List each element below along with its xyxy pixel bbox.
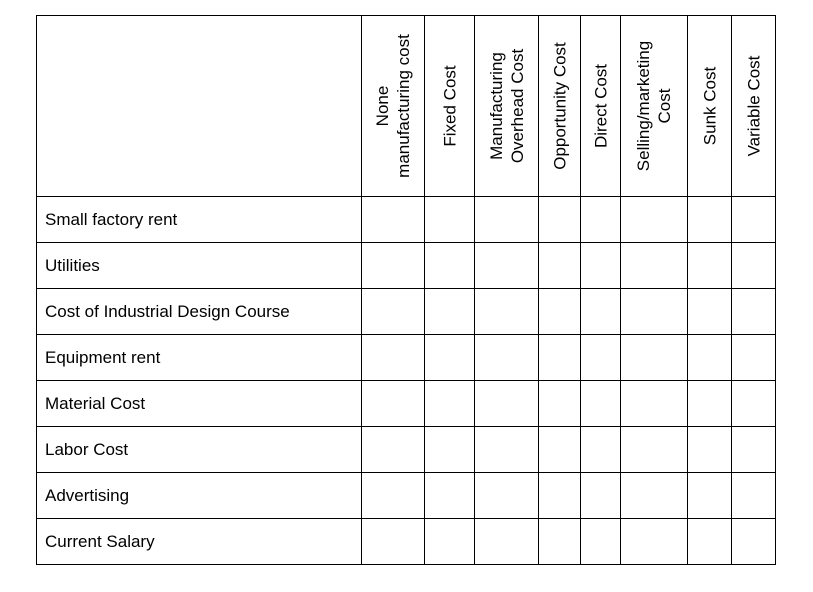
table-cell[interactable] <box>732 381 776 427</box>
column-header-label: Selling/marketing Cost <box>634 40 674 172</box>
column-header-label: Fixed Cost <box>440 65 459 147</box>
table-cell[interactable] <box>362 289 425 335</box>
table-row <box>37 335 776 381</box>
column-header-label: Manufacturing Overhead Cost <box>486 48 527 164</box>
table-body <box>37 197 776 565</box>
row-label: Advertising <box>37 473 362 519</box>
table-cell[interactable] <box>425 243 475 289</box>
table-cell[interactable] <box>621 427 688 473</box>
row-label: Utilities <box>37 243 362 289</box>
column-header <box>688 16 732 197</box>
table-row <box>37 427 776 473</box>
table-cell[interactable] <box>621 335 688 381</box>
row-label: Small factory rent <box>37 197 362 243</box>
table-cell[interactable] <box>621 381 688 427</box>
column-header-label: Variable Cost <box>744 55 763 157</box>
table-cell[interactable] <box>732 473 776 519</box>
table-row <box>37 519 776 565</box>
table-cell[interactable] <box>425 197 475 243</box>
table-cell[interactable] <box>539 473 581 519</box>
table-cell[interactable] <box>581 381 621 427</box>
row-label: Equipment rent <box>37 335 362 381</box>
table-cell[interactable] <box>362 197 425 243</box>
table-cell[interactable] <box>732 243 776 289</box>
table-cell[interactable] <box>539 289 581 335</box>
table-cell[interactable] <box>425 335 475 381</box>
column-header <box>621 16 688 197</box>
table-header <box>37 16 776 197</box>
table-cell[interactable] <box>688 473 732 519</box>
row-label: Material Cost <box>37 381 362 427</box>
table-cell[interactable] <box>581 519 621 565</box>
table-cell[interactable] <box>425 427 475 473</box>
table-cell[interactable] <box>475 381 539 427</box>
table-cell[interactable] <box>688 197 732 243</box>
table-cell[interactable] <box>581 427 621 473</box>
table-cell[interactable] <box>475 427 539 473</box>
table-cell[interactable] <box>688 427 732 473</box>
table-cell[interactable] <box>621 289 688 335</box>
table-cell[interactable] <box>539 243 581 289</box>
table-cell[interactable] <box>581 243 621 289</box>
table-cell[interactable] <box>475 335 539 381</box>
table-cell[interactable] <box>688 289 732 335</box>
table-cell[interactable] <box>362 519 425 565</box>
column-header <box>425 16 475 197</box>
table-cell[interactable] <box>621 473 688 519</box>
table-cell[interactable] <box>475 473 539 519</box>
table-cell[interactable] <box>425 381 475 427</box>
column-header-label: Direct Cost <box>591 63 610 149</box>
table-cell[interactable] <box>362 243 425 289</box>
table-cell[interactable] <box>581 289 621 335</box>
table-cell[interactable] <box>688 381 732 427</box>
column-header-label: Sunk Cost <box>700 66 719 146</box>
table-cell[interactable] <box>621 519 688 565</box>
table-cell[interactable] <box>732 519 776 565</box>
corner-cell <box>37 16 362 197</box>
table-cell[interactable] <box>362 427 425 473</box>
cost-classification-table <box>36 15 776 565</box>
table-cell[interactable] <box>732 427 776 473</box>
table-cell[interactable] <box>539 519 581 565</box>
table-row <box>37 473 776 519</box>
table-cell[interactable] <box>362 473 425 519</box>
header-row <box>37 16 776 197</box>
column-header <box>539 16 581 197</box>
table-cell[interactable] <box>539 427 581 473</box>
table-cell[interactable] <box>581 473 621 519</box>
table-cell[interactable] <box>475 289 539 335</box>
table-cell[interactable] <box>362 381 425 427</box>
table-cell[interactable] <box>425 519 475 565</box>
column-header-label: None manufacturing cost <box>373 34 413 178</box>
table-cell[interactable] <box>539 335 581 381</box>
table-cell[interactable] <box>688 335 732 381</box>
table-cell[interactable] <box>539 381 581 427</box>
row-label: Cost of Industrial Design Course <box>37 289 362 335</box>
table-cell[interactable] <box>475 243 539 289</box>
table-cell[interactable] <box>621 243 688 289</box>
table-cell[interactable] <box>362 335 425 381</box>
row-label: Current Salary <box>37 519 362 565</box>
column-header <box>581 16 621 197</box>
table-cell[interactable] <box>581 197 621 243</box>
table-cell[interactable] <box>732 197 776 243</box>
table-cell[interactable] <box>621 197 688 243</box>
column-header <box>475 16 539 197</box>
row-label: Labor Cost <box>37 427 362 473</box>
table-cell[interactable] <box>688 519 732 565</box>
column-header <box>362 16 425 197</box>
table-row <box>37 381 776 427</box>
table-cell[interactable] <box>581 335 621 381</box>
column-header <box>732 16 776 197</box>
table-cell[interactable] <box>425 289 475 335</box>
table-cell[interactable] <box>475 519 539 565</box>
table-cell[interactable] <box>688 243 732 289</box>
table-row <box>37 289 776 335</box>
table-row <box>37 197 776 243</box>
table-cell[interactable] <box>475 197 539 243</box>
table-cell[interactable] <box>425 473 475 519</box>
table-cell[interactable] <box>732 289 776 335</box>
table-cell[interactable] <box>539 197 581 243</box>
table-row <box>37 243 776 289</box>
column-header-label: Opportunity Cost <box>550 42 569 170</box>
table-cell[interactable] <box>732 335 776 381</box>
